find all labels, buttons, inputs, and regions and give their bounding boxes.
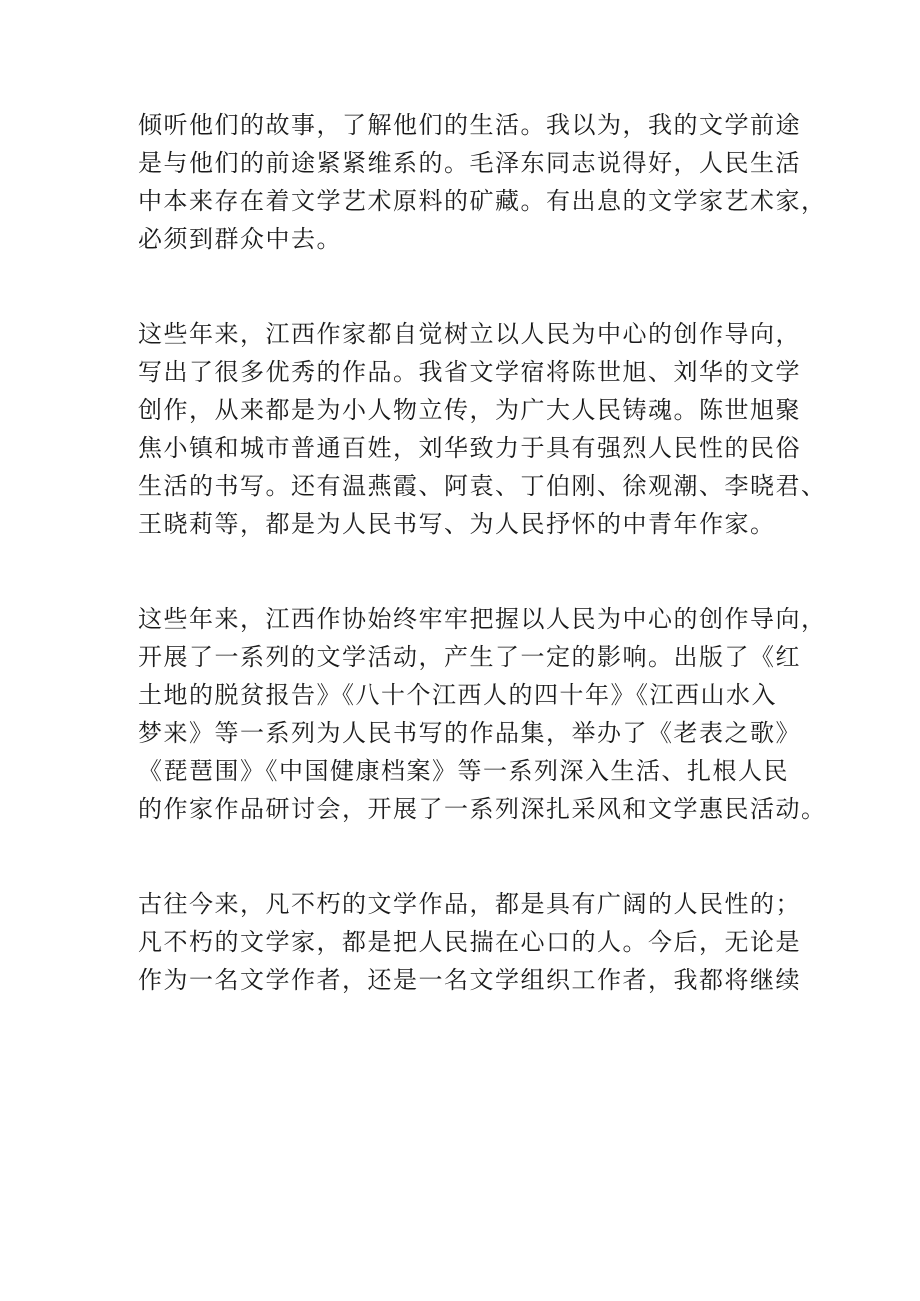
text-line: 王晓莉等，都是为人民书写、为人民抒怀的中青年作家。 [138,510,776,538]
text-line: 写出了很多优秀的作品。我省文学宿将陈世旭、刘华的文学 [138,358,801,386]
text-line: 开展了一系列的文学活动，产生了一定的影响。出版了《红 [138,643,801,671]
text-line: 生活的书写。还有温燕霞、阿袁、丁伯刚、徐观潮、李晓君、 [138,472,827,500]
text-line: 倾听他们的故事，了解他们的生活。我以为，我的文学前途 [138,111,801,139]
text-line: 这些年来，江西作协始终牢牢把握以人民为中心的创作导向， [138,605,827,633]
document-body [138,106,827,999]
text-line: 这些年来，江西作家都自觉树立以人民为中心的创作导向， [138,320,801,348]
text-line: 土地的脱贫报告》《八十个江西人的四十年》《江西山水入 [138,681,777,709]
text-line: 梦来》等一系列为人民书写的作品集，举办了《老表之歌》 [138,719,801,747]
text-line: 的作家作品研讨会，开展了一系列深扎采风和文学惠民活动。 [138,795,827,823]
text-line: 焦小镇和城市普通百姓，刘华致力于具有强烈人民性的民俗 [138,434,801,462]
text-line: 凡不朽的文学家，都是把人民揣在心口的人。今后，无论是 [138,928,801,956]
text-line: 《琵琶围》《中国健康档案》等一系列深入生活、扎根人民 [138,757,789,785]
text-line: 必须到群众中去。 [138,225,342,253]
paragraph-1 [138,106,827,258]
text-line: 是与他们的前途紧紧维系的。毛泽东同志说得好，人民生活 [138,149,801,177]
text-line: 作为一名文学作者，还是一名文学组织工作者，我都将继续 [138,966,801,994]
text-line: 古往今来，凡不朽的文学作品，都是具有广阔的人民性的； [138,890,801,918]
text-line: 中本来存在着文学艺术原料的矿藏。有出息的文学家艺术家， [138,187,827,215]
paragraph-2 [138,315,827,543]
text-line: 创作，从来都是为小人物立传，为广大人民铸魂。陈世旭聚 [138,396,801,424]
paragraph-4 [138,885,802,999]
paragraph-3 [138,600,827,828]
